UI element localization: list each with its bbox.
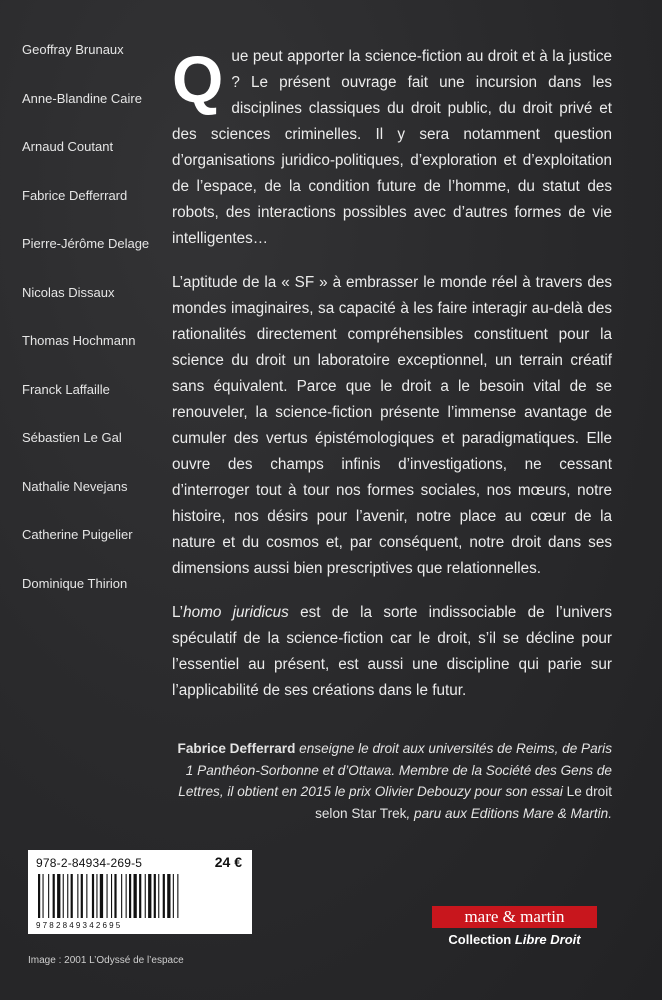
author-name: Pierre-Jérôme Delage [22, 236, 150, 251]
barcode-bar [158, 874, 159, 918]
author-name: Geoffray Brunaux [22, 42, 124, 57]
barcode-bar [107, 874, 108, 918]
author-name: Catherine Puigelier [22, 527, 133, 542]
isbn: 978-2-84934-269-5 [36, 856, 143, 870]
author-name: Dominique Thirion [22, 575, 128, 591]
collection-prefix: Collection [448, 932, 515, 947]
barcode-digits: 9782849342695 [36, 921, 123, 930]
paragraph3-emphasis: homo juridicus [183, 604, 289, 621]
author-name: Fabrice Defferrard [22, 187, 128, 203]
author-name: Arnaud Coutant [22, 139, 114, 154]
author-name: Nathalie Nevejans [22, 478, 128, 494]
barcode-bar [121, 874, 122, 918]
main-text [172, 44, 612, 722]
barcode-bar [43, 874, 44, 918]
barcode-bar [134, 874, 137, 918]
barcode-image [36, 874, 244, 920]
barcode-bar [177, 874, 178, 918]
collection-title: Libre Droit [514, 932, 581, 947]
barcode-bar [148, 874, 151, 918]
bio-text-2: , paru aux Editions Mare & Martin. [406, 805, 612, 821]
paragraph-sf: L’aptitude de la « SF » à embrasser le monde réel à travers des mondes imaginaires, sa capacité à les faire interagir au-delà des rationalités directement compréhensibles constituent pour la science du droit un laboratoire exceptionnel, un terrain créatif sans équivalent. Parce que le droit a le besoin vital de se renouveler, la science-fiction présente l’immense avantage de cumuler des vertus épistémologiques et paradigmatiques. Elle ouvre des champs infinis d’investigations, ne cessant d’interroger tout à tour nos formes sociales, nos mœurs, notre histoire, nos désirs pour l’avenir, notre place au cœur de la nature et du cosmos et, par conséquent, notre droit dans ses dimensions aussi bien prescriptives que relationnelles. [172, 274, 612, 577]
barcode-bar [86, 874, 87, 918]
bio-name: Fabrice Defferrard [177, 741, 296, 756]
barcode-bar [129, 874, 131, 918]
author-name: Anne-Blandine Caire [22, 90, 142, 106]
publisher-logo: mare & martin [432, 906, 597, 928]
author-name: Franck Laffaille [22, 381, 110, 397]
author-bio [172, 738, 612, 824]
image-credit: Image : 2001 L’Odyssé de l’espace [28, 955, 184, 966]
barcode-bar [100, 874, 103, 918]
drop-cap: Q [172, 42, 224, 116]
barcode-bar [53, 874, 55, 918]
barcode-bar [48, 874, 49, 918]
barcode-bar [57, 874, 60, 918]
barcode-bar [96, 874, 97, 918]
author-name: Nicolas Dissaux [22, 284, 115, 300]
collection-name [432, 932, 597, 947]
barcode-bar [114, 874, 116, 918]
author-name: Sébastien Le Gal [22, 430, 122, 445]
barcode-bar [167, 874, 170, 918]
barcode-bar [126, 874, 127, 918]
barcode-bar [67, 874, 68, 918]
author-list [22, 42, 149, 624]
intro-paragraph [172, 44, 612, 252]
barcode-bar [154, 874, 156, 918]
barcode-bar [71, 874, 73, 918]
intro-text: ue peut apporter la science-fiction au droit et à la justice ? Le présent ouvrage fait une incursion dans les disciplines classiques du droit public, du droit privé et des sciences criminelles. Il y sera notamment question d’organisations juridico-politiques, d’exploration et d’exploitation de l’espace, de la condition future de l’homme, du statut des robots, des interactions possibles avec d’autres formes de vie intelligentes… [172, 48, 612, 247]
author-name: Thomas Hochmann [22, 333, 136, 348]
paragraph-homo-juridicus [172, 600, 612, 704]
barcode-box [28, 850, 252, 934]
barcode-bar [81, 874, 83, 918]
barcode-bar [111, 874, 112, 918]
barcode-bar [163, 874, 165, 918]
barcode-bar [173, 874, 174, 918]
paragraph3-prefix: L’ [172, 604, 184, 621]
barcode-bar [38, 874, 40, 918]
barcode-bar [63, 874, 64, 918]
paragraph3-rest: est de la sorte indissociable de l’univers spéculatif de la science-fiction car le droit, s’il se décline pour l’essentiel au présent, est aussi une discipline qui parie sur l’applicabilité de ses créations dans le futur. [172, 604, 613, 699]
bio-book-title: Le droit selon Star Trek [315, 784, 612, 821]
bio-text-1: enseigne le droit aux universités de Reims, de Paris 1 Panthéon-Sorbonne et d’Ottawa. Membre de la Société des Gens de Lettres, il obtient en 2015 le prix Olivier Debouzy pour son essai [178, 741, 612, 799]
barcode-bar [77, 874, 78, 918]
barcode-bar [145, 874, 146, 918]
price: 24 € [214, 854, 242, 870]
barcode-bar [92, 874, 94, 918]
barcode-bar [139, 874, 141, 918]
